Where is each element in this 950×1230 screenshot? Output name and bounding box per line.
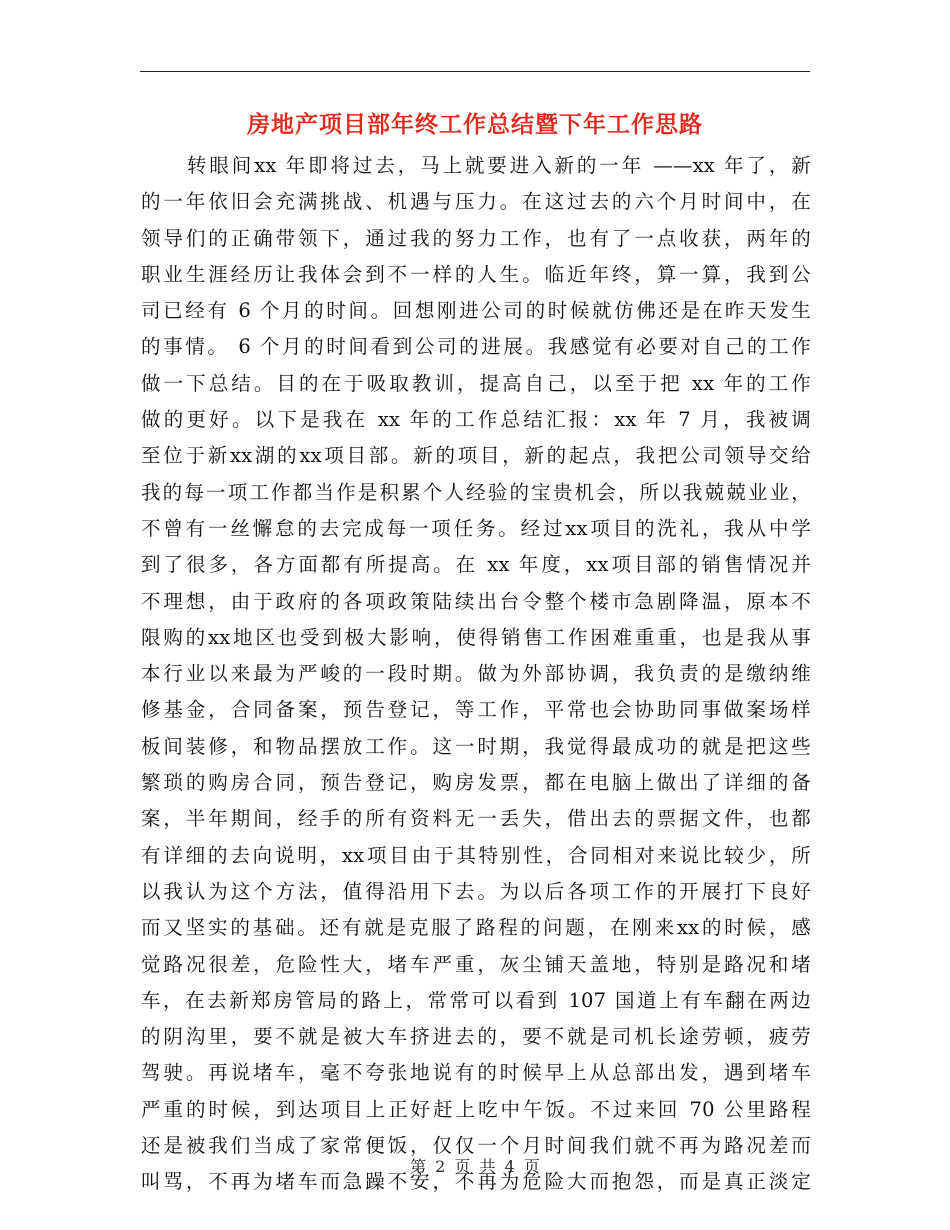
body-text <box>141 148 811 1201</box>
body-line: 有详细的去向说明，xx项目由于其特别性，合同相对来说比较少，所 <box>141 843 811 867</box>
body-line: 驾驶。再说堵车，毫不夸张地说有的时候早上从总部出发，遇到堵车 <box>141 1061 811 1085</box>
body-line: 限购的xx地区也受到极大影响，使得销售工作困难重重，也是我从事 <box>141 625 811 649</box>
body-line: 我的每一项工作都当作是积累个人经验的宝贵机会，所以我兢兢业业， <box>141 480 811 504</box>
body-line: 还是被我们当成了家常便饭，仅仅一个月时间我们就不再为路况差而 <box>141 1134 811 1158</box>
body-line: 叫骂，不再为堵车而急躁不安，不再为危险大而抱怨，而是真正淡定 <box>141 1170 811 1194</box>
body-line: 的阴沟里，要不就是被大车挤进去的，要不就是司机长途劳顿，疲劳 <box>141 1025 811 1049</box>
body-line: 至位于新xx湖的xx项目部。新的项目，新的起点，我把公司领导交给 <box>141 444 811 468</box>
page-number: 第 2 页 共 4 页 <box>410 1157 540 1176</box>
body-line: 领导们的正确带领下，通过我的努力工作，也有了一点收获，两年的 <box>141 226 811 250</box>
body-line: 的一年依旧会充满挑战、机遇与压力。在这过去的六个月时间中，在 <box>141 190 811 214</box>
body-line: 案，半年期间，经手的所有资料无一丢失，借出去的票据文件，也都 <box>141 807 811 831</box>
body-line: 车，在去新郑房管局的路上，常常可以看到 107 国道上有车翻在两边 <box>141 988 811 1012</box>
body-line: 转眼间xx 年即将过去，马上就要进入新的一年 ——xx 年了，新 <box>187 154 811 177</box>
body-line: 职业生涯经历让我体会到不一样的人生。临近年终，算一算，我到公 <box>141 262 811 286</box>
body-line: 而又坚实的基础。还有就是克服了路程的问题，在刚来xx的时候，感 <box>141 916 811 940</box>
body-line: 做一下总结。目的在于吸取教训，提高自己，以至于把 xx 年的工作 <box>141 371 811 395</box>
header-rule <box>140 71 810 72</box>
body-line: 不理想，由于政府的各项政策陆续出台令整个楼市急剧降温，原本不 <box>141 589 811 613</box>
document-title: 房地产项目部年终工作总结暨下年工作思路 <box>247 111 703 138</box>
body-line: 严重的时候，到达项目上正好赶上吃中午饭。不过来回 70 公里路程 <box>141 1097 811 1121</box>
body-line: 的事情。 6 个月的时间看到公司的进展。我感觉有必要对自己的工作 <box>141 335 811 359</box>
body-line: 做的更好。以下是我在 xx 年的工作总结汇报：xx 年 7 月，我被调 <box>141 408 811 432</box>
body-line: 板间装修，和物品摆放工作。这一时期，我觉得最成功的就是把这些 <box>141 734 811 758</box>
body-line: 本行业以来最为严峻的一段时期。做为外部协调，我负责的是缴纳维 <box>141 662 811 686</box>
body-line: 司已经有 6 个月的时间。回想刚进公司的时候就仿佛还是在昨天发生 <box>141 299 811 323</box>
body-line: 不曾有一丝懈怠的去完成每一项任务。经过xx项目的洗礼，我从中学 <box>141 516 811 540</box>
body-line: 到了很多，各方面都有所提高。在 xx 年度，xx项目部的销售情况并 <box>141 553 811 577</box>
body-line: 繁琐的购房合同，预告登记，购房发票，都在电脑上做出了详细的备 <box>141 771 811 795</box>
body-line: 觉路况很差，危险性大，堵车严重，灰尘铺天盖地，特别是路况和堵 <box>141 952 811 976</box>
body-line: 修基金，合同备案，预告登记，等工作，平常也会协助同事做案场样 <box>141 698 811 722</box>
body-line: 以我认为这个方法，值得沿用下去。为以后各项工作的开展打下良好 <box>141 879 811 903</box>
